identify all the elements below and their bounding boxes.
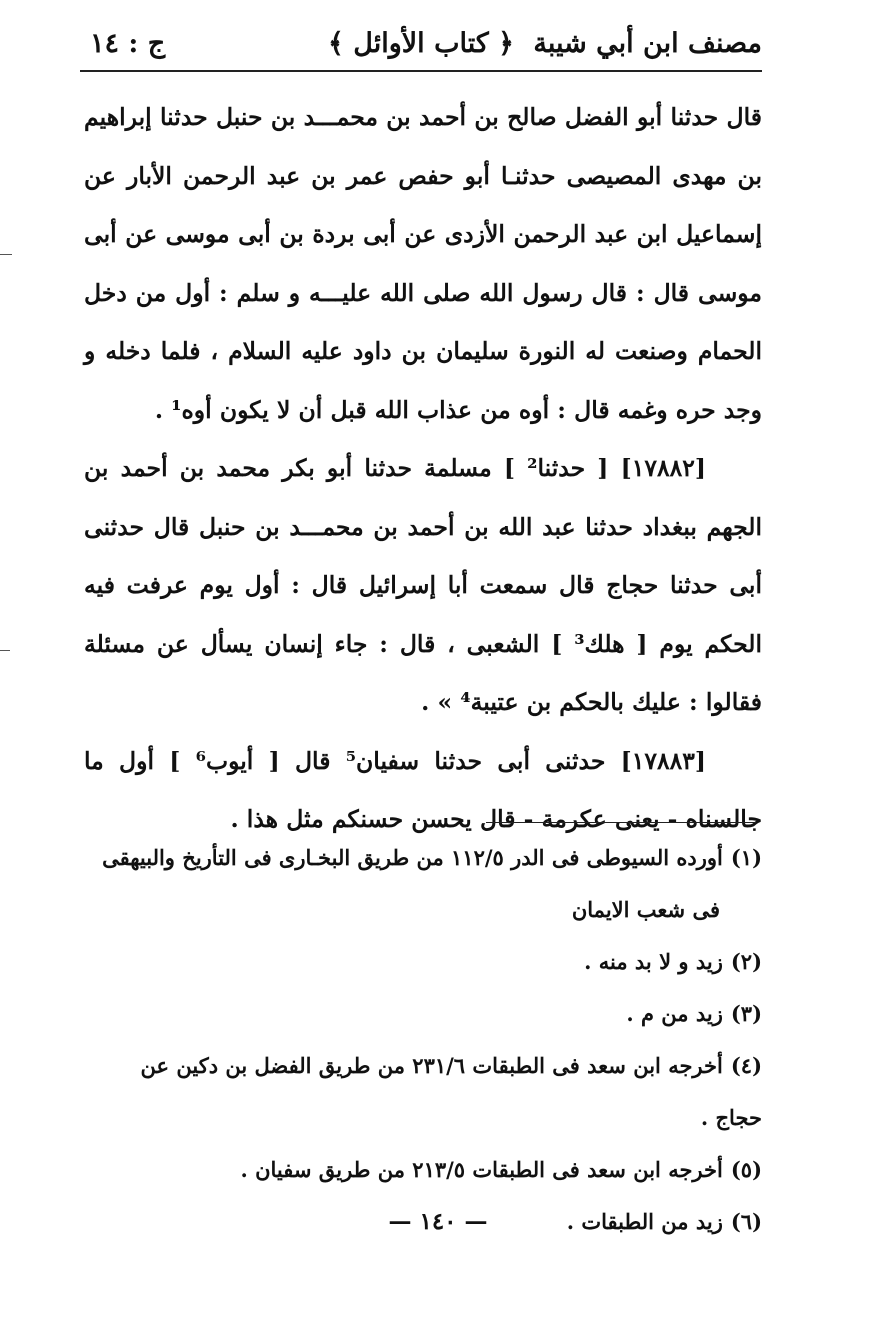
paragraph-2-text: [١٧٨٨٢] [ حدثنا² ] مسلمة حدثنا أبو بكر محمد بن أحمد بن الجهم ببغداد حدثنا عبد الله بن أحمد بن محمـــد بن حنبل قال حدثنى أبى حدثنا حجاج قال سمعت أبا إسرائيل قال : أول يوم عرفت فيه الحكم يوم [ هلك³ ] الشعبى ، قال : جاء إنسان يسأل عن مسئلة فقالوا : عليك بالحكم بن عتيبة⁴ » .: [84, 454, 762, 716]
header-divider: [80, 70, 762, 72]
footnote-3: [90, 988, 762, 1040]
book-title: مصنف ابن أبي شيبة: [533, 28, 762, 59]
footnote-1-continuation: فى شعب الايمان: [571, 897, 720, 922]
scan-margin-mark: [0, 254, 12, 255]
footnote-number: (٢): [730, 949, 762, 974]
footnote-number: (٥): [730, 1157, 762, 1182]
paragraph-hadith-17883: [84, 732, 762, 849]
page-number: — ١٤٠ —: [388, 1208, 488, 1235]
footnote-5: [90, 1144, 762, 1196]
paragraph-hadith-17882: [84, 439, 762, 732]
footnote-divider: [486, 822, 756, 823]
footnote-text: زيد و لا بد منه .: [584, 949, 723, 974]
paragraph-3-text: [١٧٨٨٣] حدثنى أبى حدثنا سفيان⁵ قال [ أيوب⁶ ] أول ما جالسناه - يعنى عكرمة - قال يحسن حسنكم مثل هذا .: [84, 746, 762, 833]
footnote-text: أخرجه ابن سعد فى الطبقات ٢٣١/٦ من طريق الفضل بن دكين عن حجاج .: [140, 1053, 762, 1130]
footnote-2: [90, 936, 762, 988]
footnote-number: (٦): [730, 1209, 762, 1234]
footnote-number: (٤): [730, 1053, 762, 1078]
scan-margin-mark: [0, 650, 10, 651]
footnotes: [90, 832, 762, 1248]
footnote-text: أخرجه ابن سعد فى الطبقات ٢١٣/٥ من طريق سفيان .: [240, 1157, 723, 1182]
page-header: [80, 22, 762, 72]
chapter-title: ﴿ كتاب الأوائل ﴾: [328, 28, 514, 59]
footnote-text: زيد من الطبقات .: [566, 1209, 723, 1234]
footnote-1: [90, 832, 762, 884]
footnote-number: (١): [730, 845, 762, 870]
footnote-number: (٣): [730, 1001, 762, 1026]
footnote-text: أورده السيوطى فى الدر ١١٢/٥ من طريق البخـارى فى التأريخ والبيهقى: [102, 845, 723, 870]
footnote-text: زيد من م .: [626, 1001, 723, 1026]
paragraph-1: قال حدثنا أبو الفضل صالح بن أحمد بن محمـــد بن حنبل حدثنا إبراهيم بن مهدى المصيصى حدثنـا أبو حفص عمر بن عبد الرحمن الأبار عن إسماعيل ابن عبد الرحمن الأزدى عن أبى بردة بن أبى موسى عن أبى موسى قال : قال رسول الله صلى الله عليـــه و سلم : أول من دخل الحمام وصنعت له النورة سليمان بن داود عليه السلام ، فلما دخله و وجد حره وغمه قال : أوه من عذاب الله قبل أن لا يكون أوه¹ .: [84, 103, 762, 424]
main-text: [84, 88, 762, 849]
volume-label: ج : ١٤: [90, 28, 166, 59]
footnote-4: [90, 1040, 762, 1144]
